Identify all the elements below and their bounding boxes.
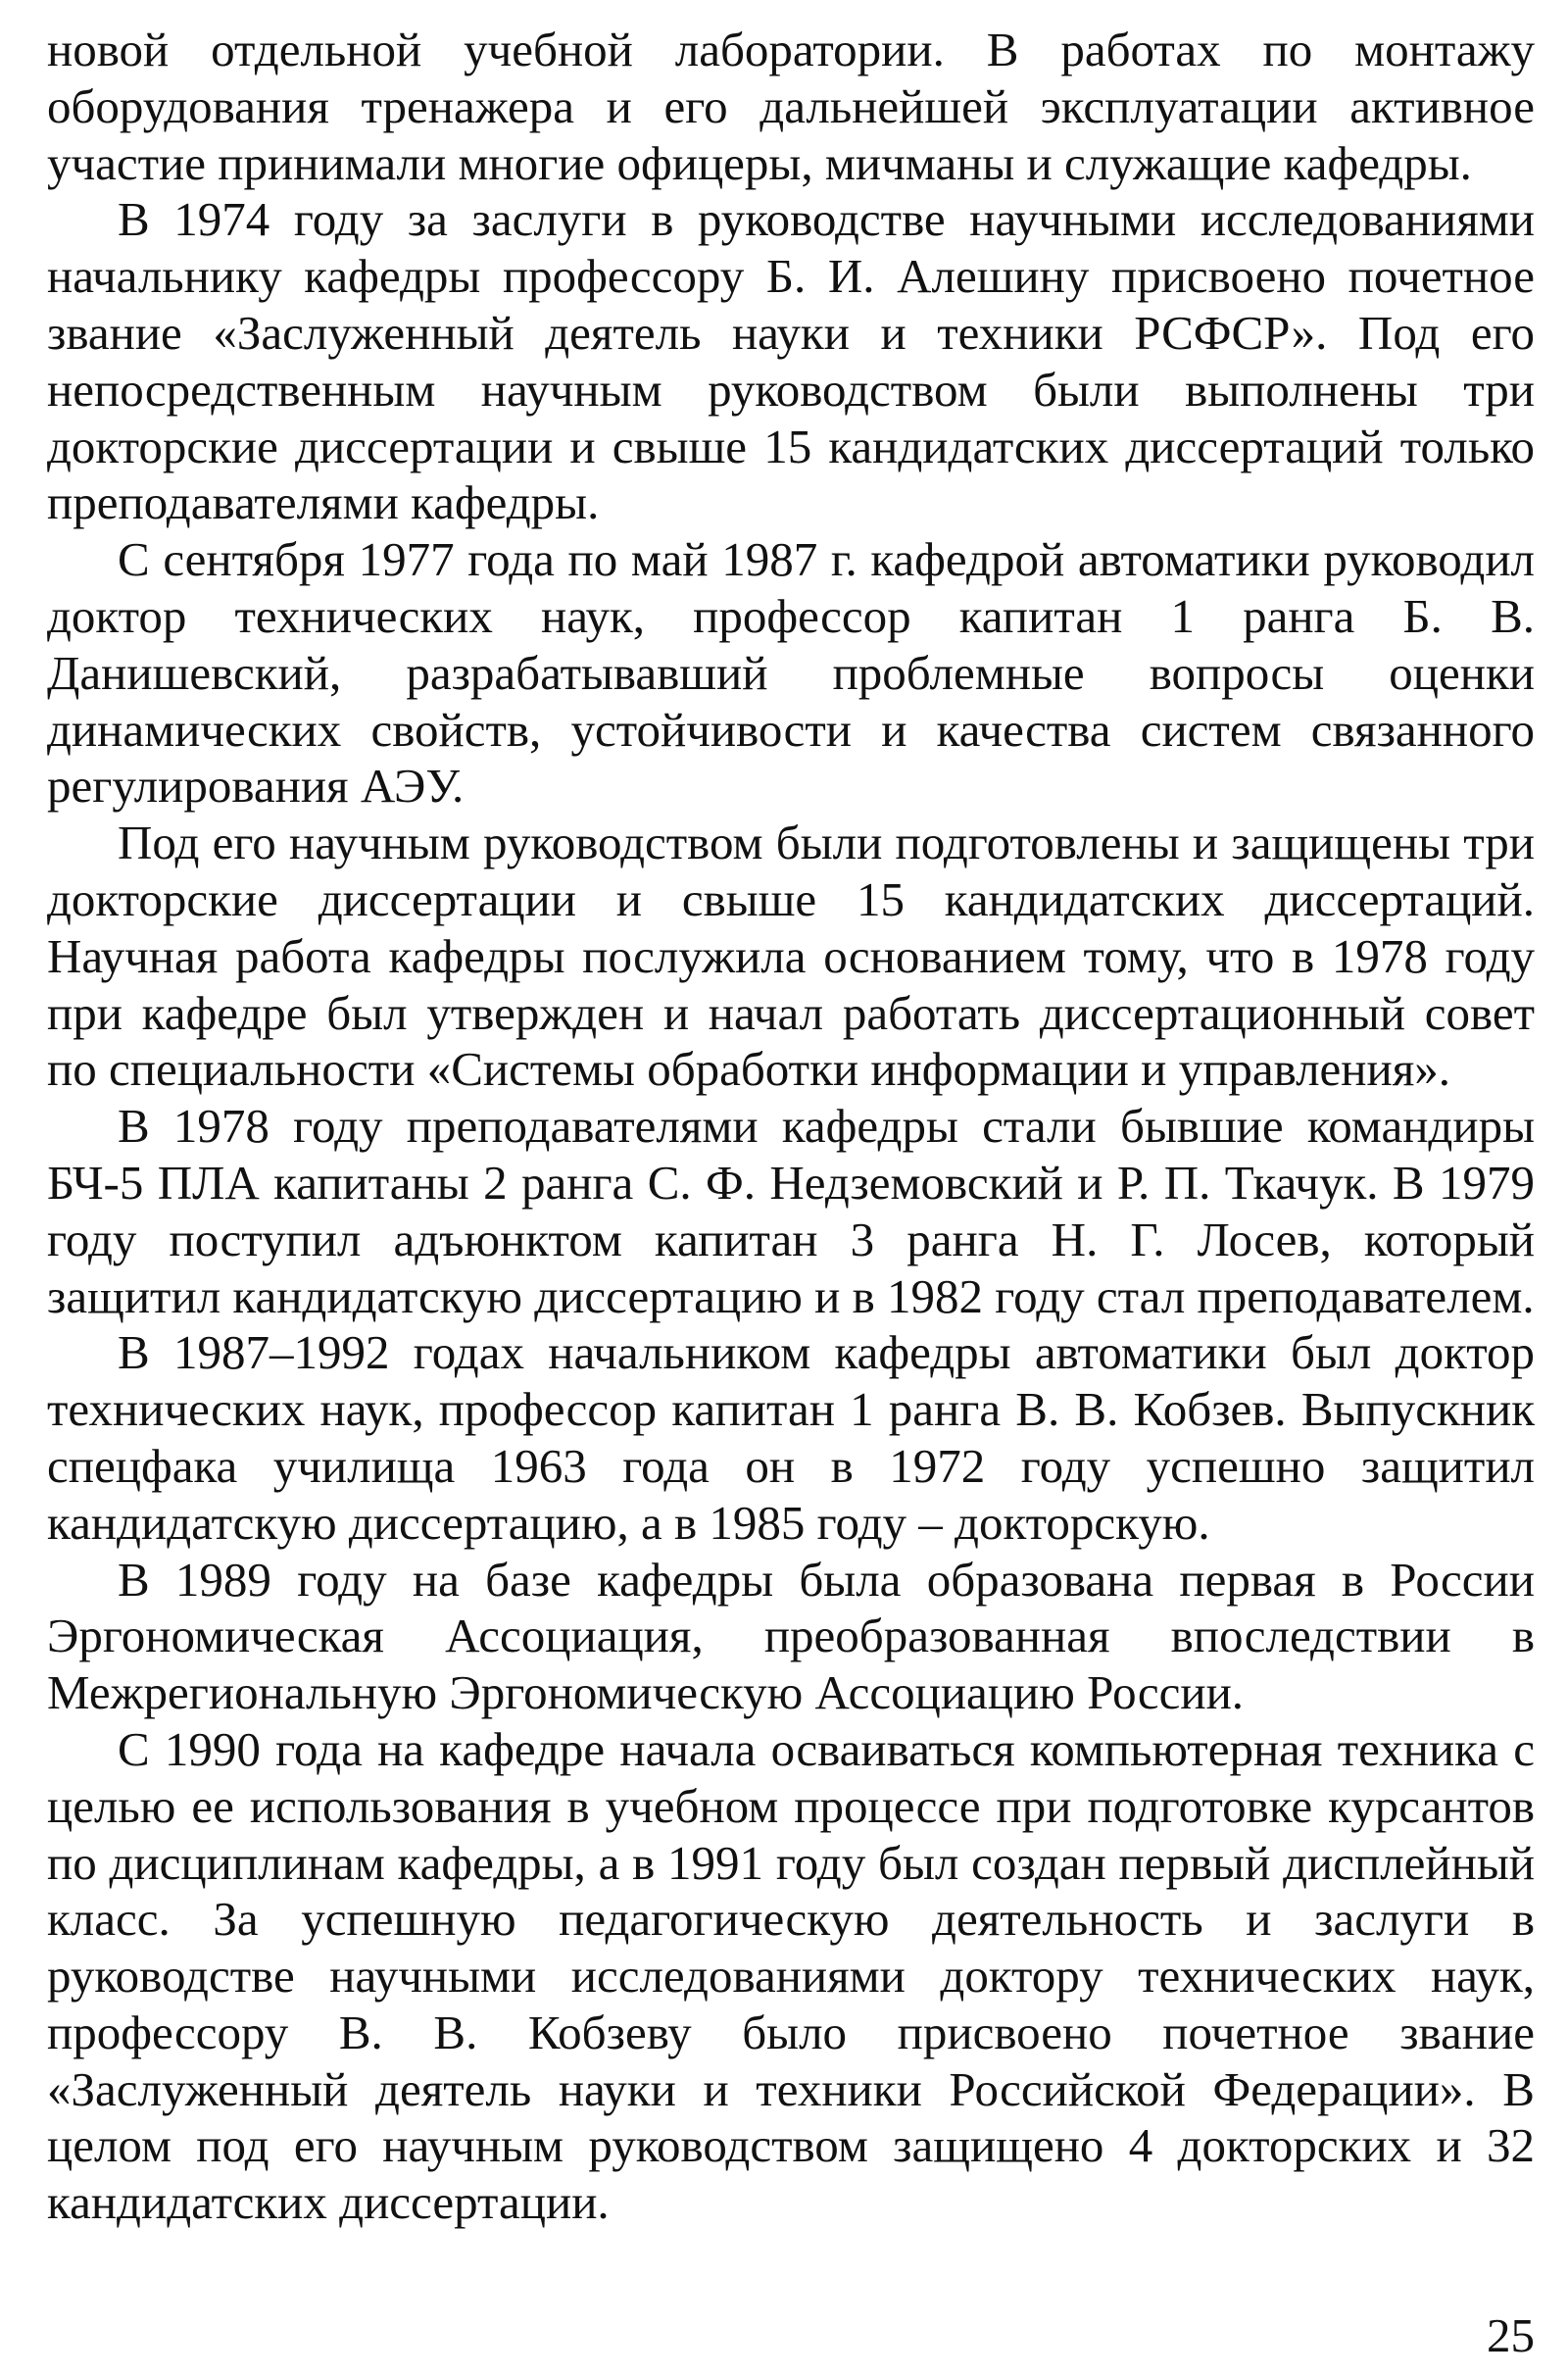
paragraph-1: новой отдельной учебной лаборатории. В работах по монтажу оборудования тренажера и его дальнейшей эксплуатации активное участие принимали многие офицеры, мичманы и служащие кафедры. (47, 23, 1535, 190)
paragraph-8: С 1990 года на кафедре начала осваиваться компьютерная техника с целью ее использования в учебном процессе при подготовке курсантов по дисциплинам кафедры, а в 1991 году был создан первый дисплейный класс. За успешную педагогическую деятельность и заслуги в руководстве научными исследованиями доктору технических наук, профессору В. В. Кобзеву было присвоено почетное звание «Заслуженный деятель науки и техники Российской Федерации». В целом под его научным руководством защищено 4 докторских и 32 кандидатских диссертации. (47, 1721, 1535, 2230)
page-text (47, 22, 1535, 2231)
paragraph-7: В 1989 году на базе кафедры была образована первая в России Эргономическая Ассоциация, преобразованная впоследствии в Межрегиональную Эргономическую Ассоциацию России. (47, 1552, 1535, 1720)
paragraph-6: В 1987–1992 годах начальником кафедры автоматики был доктор технических наук, профессор капитан 1 ранга В. В. Кобзев. Выпускник спецфака училища 1963 года он в 1972 году успешно защитил кандидатскую диссертацию, а в 1985 году – докторскую. (47, 1325, 1535, 1550)
paragraph-3: С сентября 1977 года по май 1987 г. кафедрой автоматики руководил доктор технических наук, профессор капитан 1 ранга Б. В. Данишевский, разрабатывавший проблемные вопросы оценки динамических свойств, устойчивости и качества систем связанного регулирования АЭУ. (47, 532, 1535, 814)
paragraph-5: В 1978 году преподавателями кафедры стали бывшие командиры БЧ-5 ПЛА капитаны 2 ранга С. Ф. Недземовский и Р. П. Ткачук. В 1979 году поступил адъюнктом капитан 3 ранга Н. Г. Лосев, который защитил кандидатскую диссертацию и в 1982 году стал преподавателем. (47, 1099, 1535, 1323)
paragraph-2: В 1974 году за заслуги в руководстве научными исследованиями начальнику кафедры профессору Б. И. Алешину присвоено почетное звание «Заслуженный деятель науки и техники РСФСР». Под его непосредственным научным руководством были выполнены три докторские диссертации и свыше 15 кандидатских диссертаций только преподавателями кафедры. (47, 192, 1535, 530)
page-number: 25 (1487, 2308, 1535, 2362)
paragraph-4: Под его научным руководством были подготовлены и защищены три докторские диссертации и свыше 15 кандидатских диссертаций. Научная работа кафедры послужила основанием тому, что в 1978 году при кафедре был утвержден и начал работать диссертационный совет по специальности «Системы обработки информации и управления». (47, 816, 1535, 1097)
